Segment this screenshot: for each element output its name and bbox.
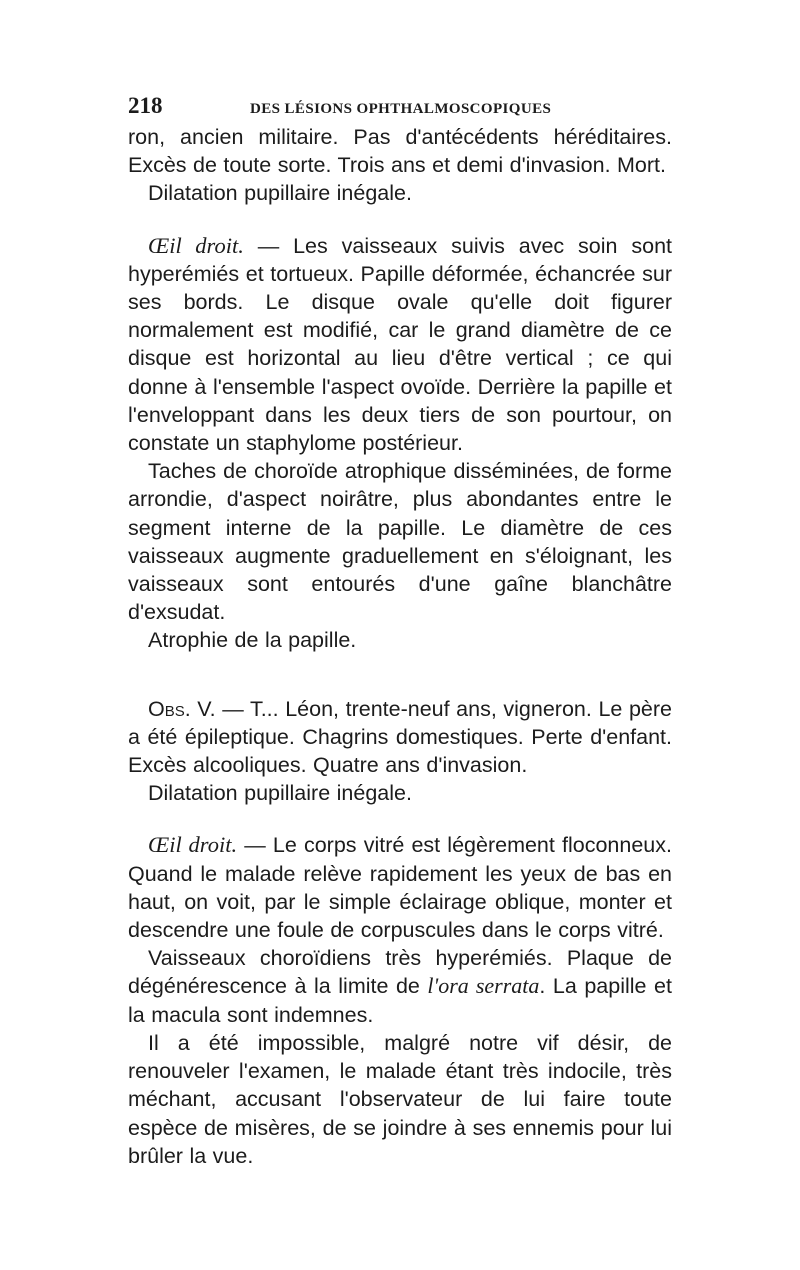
paragraph-atrophie: Atrophie de la papille.	[148, 628, 357, 653]
paragraph-text: — Les vaisseaux suivis avec soin sont hyperémiés et tortueux. Papille déformée, échancrée sur ses bords. Le disque ovale qu'elle doit figurer normalement est modifié, car le grand diamètre de ce disque est horizontal au lieu d'être vertical ; ce qui donne à l'ensemble l'aspect ovoïde. Derrière la papille et l'enveloppant dans les deux tiers de son pourtour, on constate un staphylome postérieur.	[128, 233, 672, 456]
paragraph-vaisseaux	[128, 944, 672, 1029]
paragraph-lead: Œil droit.	[148, 832, 238, 858]
paragraph-obs-v	[128, 695, 672, 780]
paragraph-text: — Le corps vitré est légèrement floconneux. Quand le malade relève rapidement les yeux de bas en haut, on voit, par le simple éclairage oblique, monter et descendre une foule de corpuscules dans le corps vitré.	[128, 833, 672, 943]
paragraph-examen: Il a été impossible, malgré notre vif désir, de renouveler l'examen, le malade étant très indocile, très méchant, accusant l'observateur de lui faire toute espèce de misères, de se joindre à ses ennemis pour lui brûler la vue.	[128, 1030, 672, 1168]
page	[128, 93, 672, 1170]
page-header	[128, 93, 672, 123]
paragraph-taches: Taches de choroïde atrophique disséminées, de forme arrondie, d'aspect noirâtre, plus abondantes entre le segment interne de la papille. Le diamètre de ces vaisseaux augmente graduellement en s'éloignant, les vaisseaux sont entourés d'une gaîne blanchâtre d'exsudat.	[128, 459, 672, 625]
observation-label: Obs. V.	[148, 696, 216, 721]
paragraph-oeil-droit-1	[128, 232, 672, 458]
emphasis-ora-serrata: l'ora serrata	[427, 973, 540, 999]
paragraph-oeil-droit-2	[128, 831, 672, 944]
paragraph-text: . La papille et la macula sont indemnes.	[128, 974, 672, 1027]
paragraph-lead: Œil droit.	[148, 232, 244, 258]
paragraph-text: — T... Léon, trente-neuf ans, vigneron. Le père a été épileptique. Chagrins domestiques. Perte d'enfant. Excès alcooliques. Quatre ans d'invasion.	[128, 696, 672, 778]
paragraph-dilatation-2: Dilatation pupillaire inégale.	[148, 781, 412, 806]
paragraph-text: Vaisseaux choroïdiens très hyperémiés. Plaque de dégénérescence à la limite de	[128, 946, 672, 999]
paragraph-dilatation-1: Dilatation pupillaire inégale.	[148, 181, 412, 206]
page-number: 218	[128, 93, 163, 118]
running-title: DES LÉSIONS OPHTHALMOSCOPIQUES	[250, 101, 552, 117]
paragraph-continuation: ron, ancien militaire. Pas d'antécédents héréditaires. Excès de toute sorte. Trois ans et demi d'invasion. Mort.	[128, 125, 672, 178]
